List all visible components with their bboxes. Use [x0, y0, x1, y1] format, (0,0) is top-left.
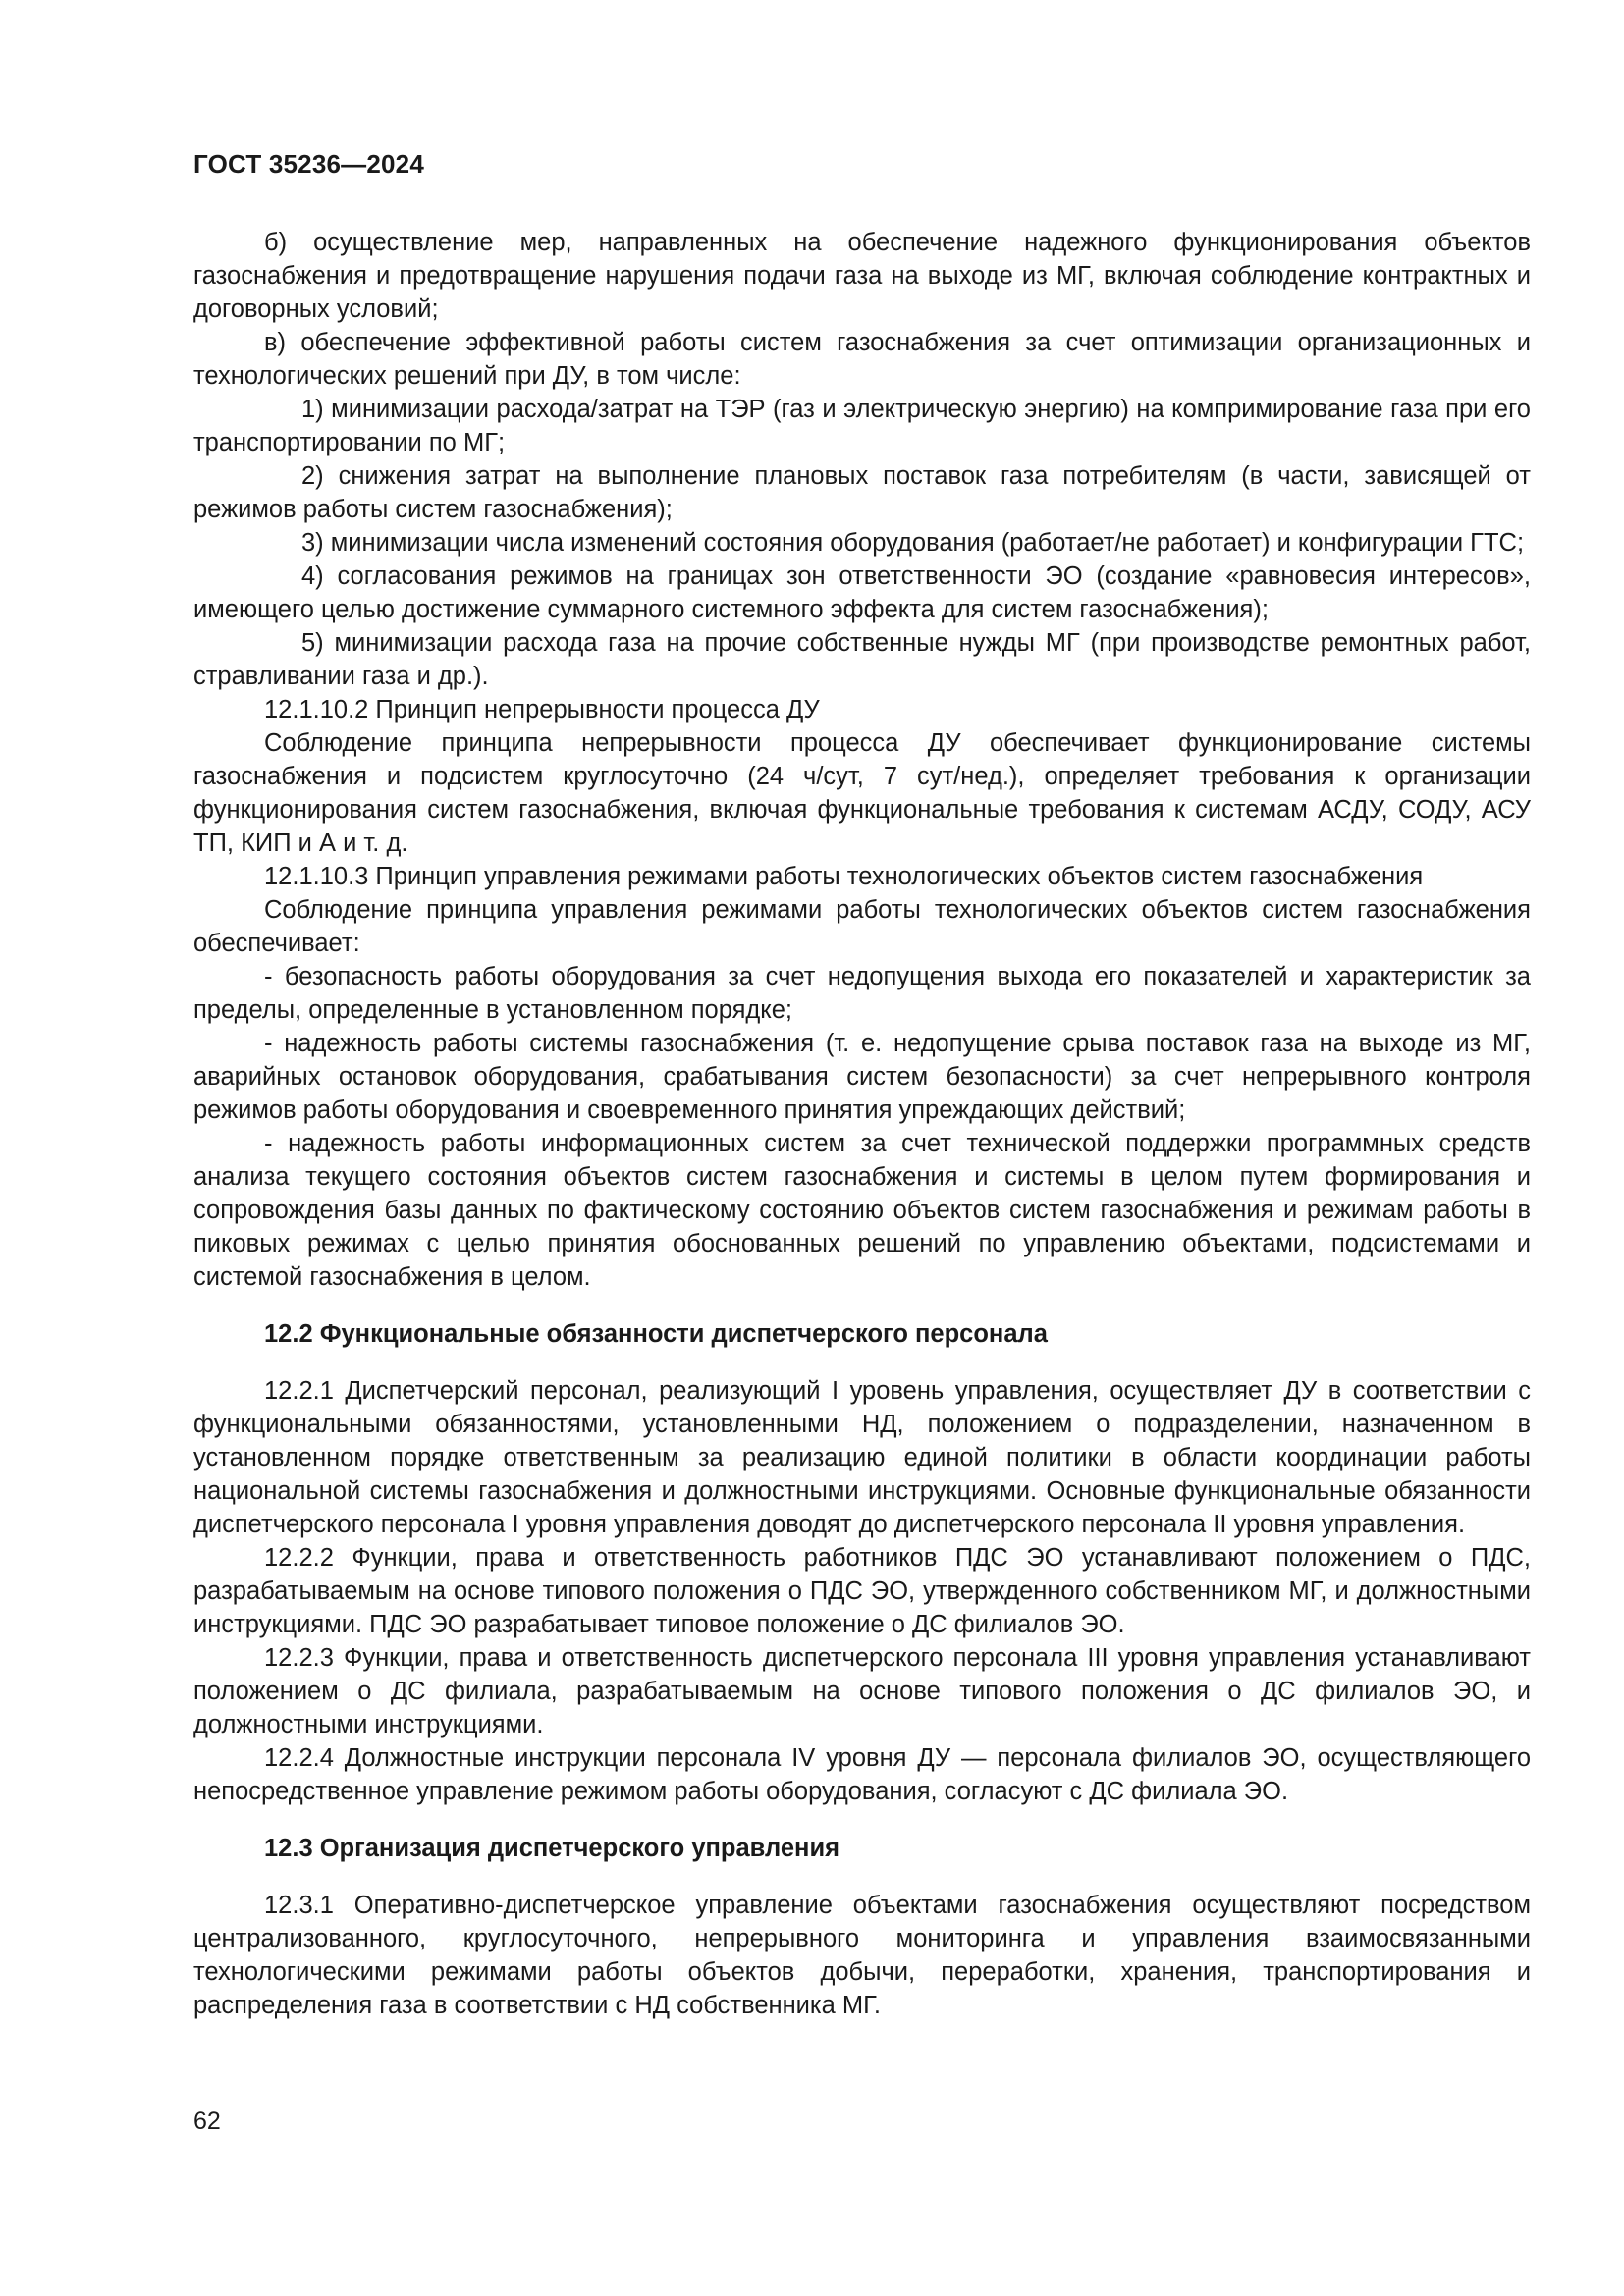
clause-12-1-10-3-text: Соблюдение принципа управления режимами работы технологических объектов систем газоснабжения обеспечивает: — [193, 896, 1531, 957]
clause-12-1-10-2-text: Соблюдение принципа непрерывности процесса ДУ обеспечивает функционирование системы газоснабжения и подсистем круглосуточно (24 ч/сут, 7 сут/нед.), определяет требования к организации функционирования систем газоснабжения, включая функциональные требования к системам АСДУ, СОДУ, АСУ ТП, КИП и А и т. д. — [193, 729, 1531, 857]
bullet-item-information: - надежность работы информационных систем за счет технической поддержки программных средств анализа текущего состояния объектов систем газоснабжения и системы в целом путем формирования и сопровождения базы данных по фактическому состоянию объектов систем газоснабжения и режимам работы в пиковых режимах с целью принятия обоснованных решений по управлению объектами, подсистемами и системой газоснабжения в целом. — [193, 1130, 1531, 1291]
sub-item-2: 2) снижения затрат на выполнение плановых поставок газа потребителям (в части, зависящей от режимов работы систем газоснабжения); — [193, 462, 1531, 523]
sub-item-1: 1) минимизации расхода/затрат на ТЭР (газ и электрическую энергию) на компримирование газа при его транспортировании по МГ; — [193, 396, 1531, 456]
document-body — [193, 226, 1531, 2022]
clause-12-2-3: 12.2.3 Функции, права и ответственность диспетчерского персонала III уровня управления устанавливают положением о ДС филиала, разрабатываемым на основе типового положения о ДС филиалов ЭО, и должностными инструкциями. — [193, 1644, 1531, 1738]
clause-12-3-1: 12.3.1 Оперативно-диспетчерское управление объектами газоснабжения осуществляют посредством централизованного, круглосуточного, непрерывного мониторинга и управления взаимосвязанными технологическими режимами работы объектов добычи, переработки, хранения, транспортирования и распределения газа в соответствии с НД собственника МГ. — [193, 1892, 1531, 2019]
page-number: 62 — [193, 2108, 221, 2135]
clause-12-1-10-3-title: 12.1.10.3 Принцип управления режимами работы технологических объектов систем газоснабжения — [264, 863, 1424, 890]
list-item-b: б) осуществление мер, направленных на обеспечение надежного функционирования объектов газоснабжения и предотвращение нарушения подачи газа на выходе из МГ, включая соблюдение контрактных и договорных условий; — [193, 229, 1531, 323]
clause-12-2-2: 12.2.2 Функции, права и ответственность работников ПДС ЭО устанавливают положением о ПДС, разрабатываемым на основе типового положения о ПДС ЭО, утвержденного собственником МГ, и должностными инструкциями. ПДС ЭО разрабатывает типовое положение о ДС филиалов ЭО. — [193, 1544, 1531, 1638]
sub-item-4: 4) согласования режимов на границах зон ответственности ЭО (создание «равновесия интересов», имеющего целью достижение суммарного системного эффекта для систем газоснабжения); — [193, 562, 1531, 623]
clause-12-2-1: 12.2.1 Диспетчерский персонал, реализующий I уровень управления, осуществляет ДУ в соответствии с функциональными обязанностями, установленными НД, положением о подразделении, назначенном в установленном порядке ответственным за реализацию единой политики в области координации работы национальной системы газоснабжения и должностными инструкциями. Основные функциональные обязанности диспетчерского персонала I уровня управления доводят до диспетчерского персонала II уровня управления. — [193, 1377, 1531, 1538]
clause-12-1-10-2-title: 12.1.10.2 Принцип непрерывности процесса ДУ — [264, 696, 820, 723]
sub-item-3: 3) минимизации числа изменений состояния оборудования (работает/не работает) и конфигурации ГТС; — [301, 529, 1525, 557]
document-header: ГОСТ 35236—2024 — [193, 149, 424, 179]
clause-12-2-4: 12.2.4 Должностные инструкции персонала IV уровня ДУ — персонала филиалов ЭО, осуществляющего непосредственное управление режимом работы оборудования, согласуют с ДС филиала ЭО. — [193, 1744, 1531, 1805]
bullet-item-safety: - безопасность работы оборудования за счет недопущения выхода его показателей и характеристик за пределы, определенные в установленном порядке; — [193, 963, 1531, 1024]
section-heading-12-3: 12.3 Организация диспетчерского управления — [264, 1835, 840, 1862]
list-item-v: в) обеспечение эффективной работы систем газоснабжения за счет оптимизации организационных и технологических решений при ДУ, в том числе: — [193, 329, 1531, 390]
sub-item-5: 5) минимизации расхода газа на прочие собственные нужды МГ (при производстве ремонтных работ, стравливании газа и др.). — [193, 629, 1531, 690]
bullet-item-reliability: - надежность работы системы газоснабжения (т. е. недопущение срыва поставок газа на выходе из МГ, аварийных остановок оборудования, срабатывания систем безопасности) за счет непрерывного контроля режимов работы оборудования и своевременного принятия упреждающих действий; — [193, 1030, 1531, 1124]
section-heading-12-2: 12.2 Функциональные обязанности диспетчерского персонала — [264, 1320, 1048, 1348]
